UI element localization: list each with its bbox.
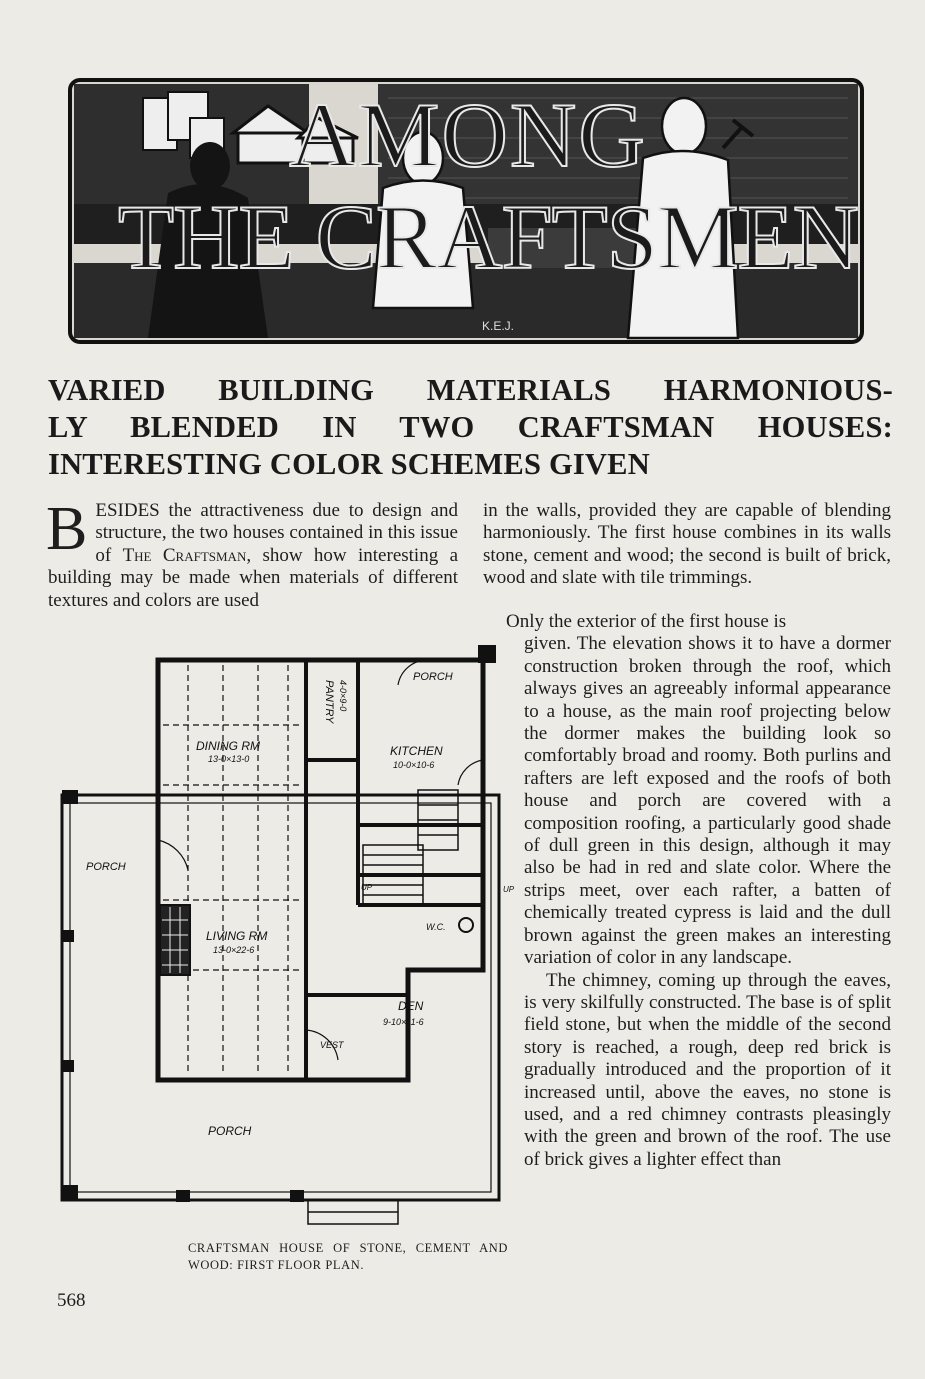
label-vest: VEST — [320, 1040, 344, 1050]
label-pantry-size: 4-0×9-0 — [338, 680, 348, 712]
intro-text: ESIDES the attractiveness due to design and structure, the two houses contained in this issue of — [95, 500, 458, 566]
label-den: DEN — [398, 999, 424, 1013]
label-pantry: PANTRY — [323, 680, 335, 724]
label-kitchen-size: 10-0×10-6 — [393, 760, 435, 770]
banner-title-line1: AMONG — [289, 84, 647, 186]
banner-illustration — [68, 78, 864, 344]
label-den-size: 9-10×11-6 — [383, 1017, 424, 1027]
headline-line-1: VARIED BUILDING MATERIALS HARMONIOUS- — [48, 373, 893, 407]
intro-paragraph-continued: in the walls, provided they are capable of blending harmoniously. The first house combines in its walls stone, cement and wood; the second is built of brick, wood and slate with tile trimmings. — [483, 500, 891, 589]
artist-monogram: K.E.J. — [481, 319, 515, 333]
article-headline — [48, 372, 893, 483]
label-living: LIVING RM — [206, 929, 268, 943]
label-wc: W.C. — [426, 922, 446, 932]
label-living-size: 13-0×22-6 — [213, 945, 255, 955]
figure-caption: CRAFTSMAN HOUSE OF STONE, CEMENT AND WOOD: FIRST FLOOR PLAN. — [188, 1241, 508, 1272]
chimney-paragraph: The chimney, coming up through the eaves, is very skilfully constructed. The base is of split field stone, but when the middle of the second story is reached, a rough, deep red brick is gradually introduced and the proportion of it increased until, above the eaves, no stone is used, and a red chimney contrasts pleasingly with the green and brown of the roof. The use of brick gives a lighter effect than — [524, 969, 891, 1170]
intro-text-end: , show how interesting a building may be made when materials of different textures and colors are used — [48, 544, 458, 611]
right-column — [483, 500, 891, 590]
magazine-title: The Craftsman — [122, 544, 247, 566]
label-dining: DINING RM — [196, 739, 260, 753]
label-porch-top: PORCH — [413, 671, 453, 683]
banner-title-line2: THE CRAFTSMEN — [118, 186, 858, 288]
exterior-paragraph-lead: Only the exterior of the first house is — [506, 611, 787, 632]
exterior-paragraph: given. The elevation shows it to have a dormer construction broken through the roof, which always gives an agreeably informal appearance to a house, as the main roof projecting below the dormer makes the building look so comfortably broad and roomy. Both purlins and rafters are left exposed and the roofs of both house and porch are covered with a composition roofing, a particularly good shade of dull green in this design, although it may also be had in red and slate color. Where the strips meet, over each rafter, a batten of chemically treated cypress is laid and the dull brown against the green makes an interesting variation of color in any landscape. — [524, 633, 891, 969]
headline-line-2: LY BLENDED IN TWO CRAFTSMAN HOUSES: — [48, 410, 893, 444]
left-column — [46, 495, 458, 612]
label-up-1: UP — [361, 883, 373, 892]
page-number: 568 — [57, 1290, 86, 1311]
label-up-2: UP — [503, 885, 515, 894]
label-porch-side: PORCH — [86, 861, 126, 873]
intro-paragraph — [46, 495, 458, 612]
right-column-lower — [506, 611, 891, 1171]
first-floor-plan — [58, 640, 518, 1230]
label-dining-size: 13-0×13-0 — [208, 754, 250, 764]
drop-cap: B — [46, 495, 88, 563]
headline-line-3: INTERESTING COLOR SCHEMES GIVEN — [48, 447, 650, 481]
label-porch-front: PORCH — [208, 1124, 252, 1138]
label-kitchen: KITCHEN — [390, 744, 443, 758]
